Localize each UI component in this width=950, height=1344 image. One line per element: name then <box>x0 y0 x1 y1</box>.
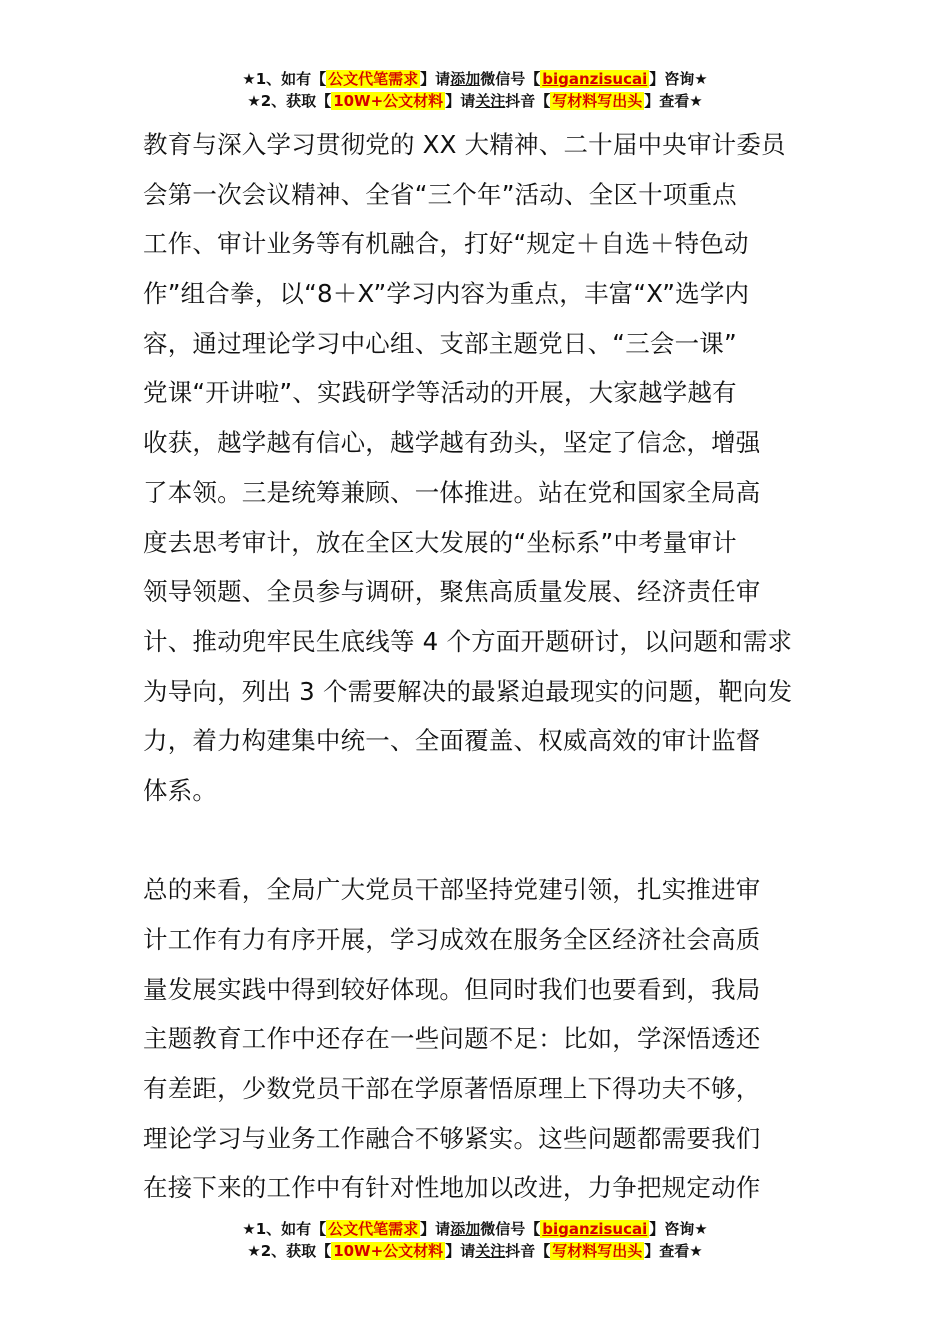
text-line: 度去思考审计，放在全区大发展的“坐标系”中考量审计 <box>143 527 737 557</box>
banner-text: 抖音【 <box>505 92 551 110</box>
text-line: 体系。 <box>143 775 218 805</box>
banner-underlined: 添加 <box>450 70 481 88</box>
text-line: 量发展实践中得到较好体现。但同时我们也要看到，我局 <box>143 974 761 1004</box>
banner-highlight: 10W+公文材料 <box>333 92 444 110</box>
banner-highlight: 10W+公文材料 <box>333 1242 444 1260</box>
paragraph-2 <box>143 865 811 1213</box>
text-line: 作”组合拳，以“8＋X”学习内容为重点，丰富“X”选学内 <box>143 279 750 309</box>
text-line: 主题教育工作中还存在一些问题不足：比如，学深悟透还 <box>143 1024 761 1054</box>
banner-text: ★1、如有【 <box>242 70 327 88</box>
banner-text: 】查看★ <box>644 1242 703 1260</box>
banner-highlight: 公文代笔需求 <box>328 1220 419 1238</box>
banner-text: 微信号【 <box>480 70 541 88</box>
text-line: 了本领。三是统筹兼顾、一体推进。站在党和国家全局高 <box>143 477 761 507</box>
text-line: 力，着力构建集中统一、全面覆盖、权威高效的审计监督 <box>143 726 761 756</box>
banner-highlight: 公文代笔需求 <box>328 70 419 88</box>
banner-text: 】咨询★ <box>649 1220 708 1238</box>
banner-underlined: 添加 <box>450 1220 481 1238</box>
paragraph-gap <box>143 816 811 866</box>
text-line: 计、推动兜牢民生底线等 4 个方面开题研讨，以问题和需求 <box>143 626 793 656</box>
banner-line-2 <box>0 1240 950 1262</box>
banner-highlight: 写材料写出头 <box>552 92 643 110</box>
banner-line-1 <box>0 1218 950 1240</box>
text-line: 容，通过理论学习中心组、支部主题党日、“三会一课” <box>143 328 737 358</box>
text-line: 会第一次会议精神、全省“三个年”活动、全区十项重点 <box>143 179 737 209</box>
banner-text: 】请 <box>445 92 476 110</box>
banner-text: 】请 <box>420 70 451 88</box>
text-line: 收获，越学越有信心，越学越有劲头，坚定了信念，增强 <box>143 428 761 458</box>
text-line: 有差距，少数党员干部在学原著悟原理上下得功夫不够， <box>143 1074 761 1104</box>
paragraph-1 <box>143 120 811 816</box>
banner-text: ★1、如有【 <box>242 1220 327 1238</box>
banner-text: ★2、获取【 <box>247 1242 332 1260</box>
banner-text: 】请 <box>420 1220 451 1238</box>
text-line: 为导向，列出 3 个需要解决的最紧迫最现实的问题，靶向发 <box>143 676 793 706</box>
banner-line-2 <box>0 90 950 112</box>
banner-text: 抖音【 <box>505 1242 551 1260</box>
text-line: 领导领题、全员参与调研，聚焦高质量发展、经济责任审 <box>143 577 761 607</box>
banner-wechat-id: biganzisucai <box>542 70 648 88</box>
banner-text: 】咨询★ <box>649 70 708 88</box>
banner-underlined: 关注 <box>475 92 506 110</box>
banner-highlight: 写材料写出头 <box>552 1242 643 1260</box>
banner-text: 】查看★ <box>644 92 703 110</box>
text-line: 在接下来的工作中有针对性地加以改进，力争把规定动作 <box>143 1173 761 1203</box>
text-line: 党课“开讲啦”、实践研学等活动的开展，大家越学越有 <box>143 378 737 408</box>
text-line: 理论学习与业务工作融合不够紧实。这些问题都需要我们 <box>143 1123 761 1153</box>
text-line: 教育与深入学习贯彻党的 XX 大精神、二十届中央审计委员 <box>143 130 786 159</box>
footer-banner <box>0 1218 950 1262</box>
header-banner <box>0 68 950 112</box>
banner-text: 微信号【 <box>480 1220 541 1238</box>
text-line: 总的来看，全局广大党员干部坚持党建引领，扎实推进审 <box>143 875 761 905</box>
text-line: 计工作有力有序开展，学习成效在服务全区经济社会高质 <box>143 925 761 954</box>
banner-text: 】请 <box>445 1242 476 1260</box>
banner-text: ★2、获取【 <box>247 92 332 110</box>
document-body <box>143 120 811 1213</box>
banner-underlined: 关注 <box>475 1242 506 1260</box>
text-line: 工作、审计业务等有机融合，打好“规定＋自选＋特色动 <box>143 229 749 259</box>
banner-wechat-id: biganzisucai <box>542 1220 648 1238</box>
banner-line-1 <box>0 68 950 90</box>
